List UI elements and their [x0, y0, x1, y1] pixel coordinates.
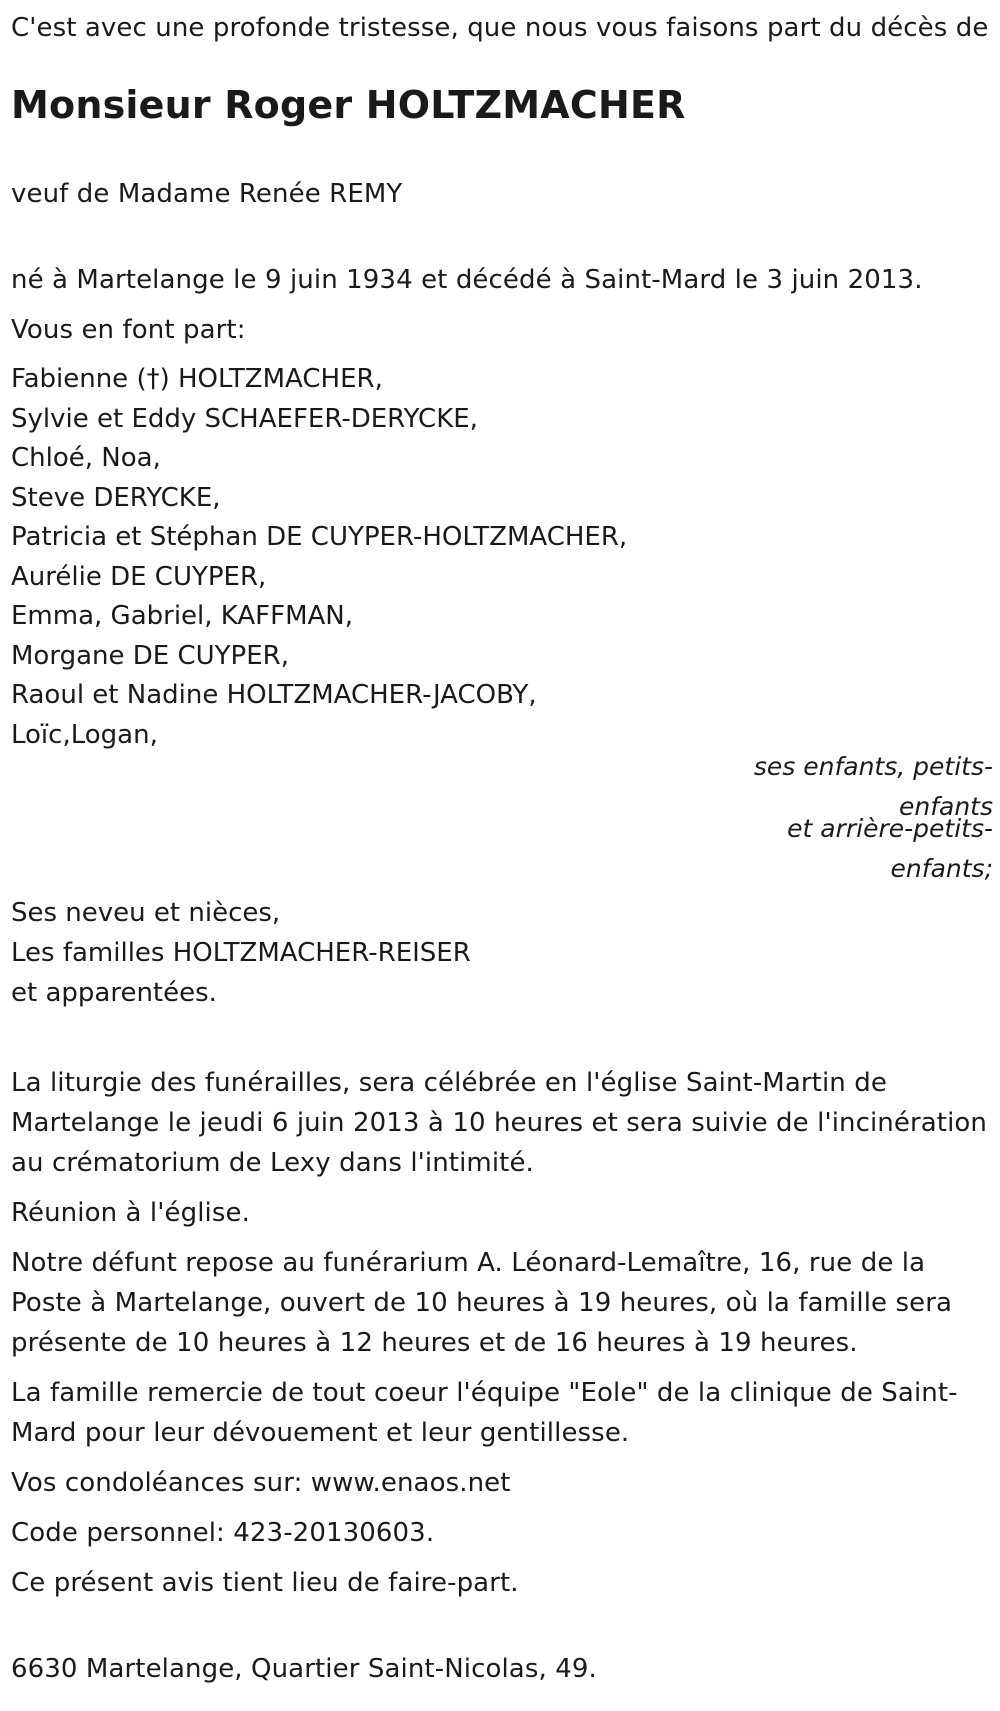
relatives-line: Les familles HOLTZMACHER-REISER — [11, 938, 471, 968]
relatives-list — [11, 893, 993, 1013]
family-member: Patricia et Stéphan DE CUYPER-HOLTZMACHER, — [11, 522, 628, 552]
family-member: Sylvie et Eddy SCHAEFER-DERYCKE, — [11, 403, 478, 434]
faire-part-text: Ce présent avis tient lieu de faire-part. — [11, 1568, 519, 1598]
relation-line: et arrière-petits- — [787, 814, 993, 843]
funeral-details: La liturgie des funérailles, sera célébrée en l'église Saint-Martin de Martelange le jeudi 6 juin 2013 à 10 heures et sera suivie de l'incinération au crématorium de Lexy dans l'intimité. — [11, 1068, 988, 1178]
condolences-text: Vos condoléances sur: www.enaos.net — [11, 1468, 511, 1498]
family-member: Emma, Gabriel, KAFFMAN, — [11, 601, 354, 631]
relation-line: enfants — [898, 792, 993, 821]
family-member: Chloé, Noa, — [11, 443, 161, 473]
announcers-lead: Vous en font part: — [11, 315, 246, 345]
spouse-text: veuf de Madame Renée REMY — [11, 179, 403, 209]
address-text: 6630 Martelange, Quartier Saint-Nicolas, 49. — [11, 1654, 597, 1684]
intro-text: C'est avec une profonde tristesse, que nous vous faisons part du décès de — [11, 13, 989, 43]
family-member: Fabienne (†) HOLTZMACHER, — [11, 364, 383, 394]
relation-line: enfants; — [890, 854, 993, 883]
relatives-line: Ses neveu et nièces, — [11, 898, 281, 928]
relation-line: ses enfants, petits- — [753, 752, 993, 781]
family-member: Morgane DE CUYPER, — [11, 640, 289, 671]
thanks-text: La famille remercie de tout coeur l'équipe "Eole" de la clinique de Saint-Mard pour leur dévouement et leur gentillesse. — [11, 1378, 958, 1448]
relatives-line: et apparentées. — [11, 978, 217, 1008]
deceased-name: Monsieur Roger HOLTZMACHER — [11, 83, 686, 127]
family-member: Aurélie DE CUYPER, — [11, 561, 267, 592]
personal-code-text: Code personnel: 423-20130603. — [11, 1518, 435, 1548]
relation-note — [748, 747, 993, 889]
family-list — [11, 360, 993, 755]
deceased-name-block — [11, 82, 993, 128]
family-member: Steve DERYCKE, — [11, 482, 221, 513]
obituary-notice — [11, 0, 993, 1689]
family-member: Loïc,Logan, — [11, 719, 158, 750]
family-member: Raoul et Nadine HOLTZMACHER-JACOBY, — [11, 680, 537, 710]
birth-death-text: né à Martelange le 9 juin 1934 et décédé à Saint-Mard le 3 juin 2013. — [11, 265, 923, 295]
meeting-text: Réunion à l'église. — [11, 1198, 250, 1228]
funeral-home-text: Notre défunt repose au funérarium A. Léonard-Lemaître, 16, rue de la Poste à Martelange, ouvert de 10 heures à 19 heures, où la famille sera présente de 10 heures à 12 heures et de 16 heures à 19 heures. — [11, 1248, 953, 1358]
